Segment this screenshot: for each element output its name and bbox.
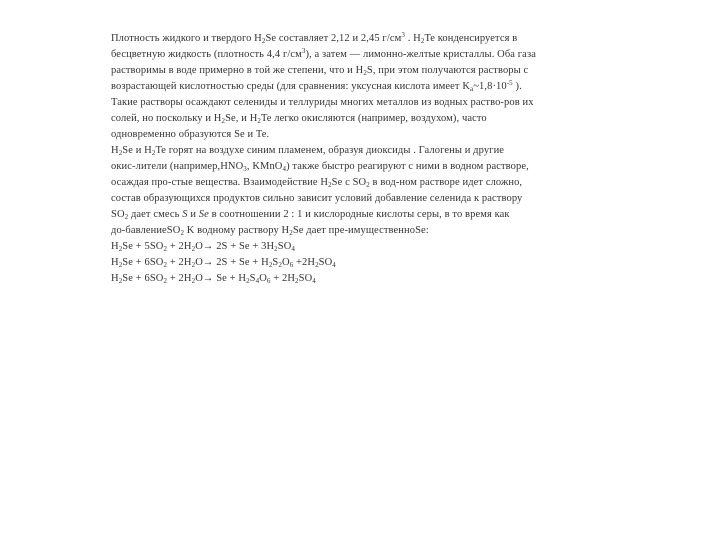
paragraph-line: окис-лители ($например,HNO_3$, KMnO$_4$) также быстро реагируют с ними в водном растворе,: [111, 161, 529, 173]
paragraph-line: Плотность жидкого и твердого $H_2Se$ составляет 2,12 и 2,45 $г/см^3$ . $H_2Te$ конденсируется в: [111, 31, 518, 45]
equation-line: $H_2Se + 6SO_2 + 2H_2O\to 2S + Se + H_2S_2O_6 +2H_2SO_4$: [111, 257, 336, 269]
paragraph-line: бесцветную жидкость (плотность 4,4 $г/см^3$), а затем — лимонно-желтые кристаллы. Оба газа: [111, 47, 536, 60]
paragraph-line: растворимы в воде примерно в той же степени, что и $H_2S$, при этом получаются растворы с: [111, 65, 529, 77]
paragraph-line: $H_2Se$ и $H_2Te$ горят на воздухе синим пламенем, образуя диоксиды . Галогены и другие: [111, 145, 505, 157]
paragraph-line: одновременно образуются Se и Te.: [111, 129, 270, 140]
paragraph: [111, 31, 591, 239]
equations: [111, 239, 591, 287]
paragraph-line: солей, но поскольку и $H_2Se$, и $H_2Te$ легко окисляются (например, воздухом), часто: [111, 113, 487, 125]
paragraph-line: состав образующихся продуктов сильно зависит условий добавление селенида к раствору: [111, 193, 523, 204]
equation-line: $H_2Se + 6SO_2 + 2H_2O\to Se + H_2S_4O_6 + 2H_2SO_4$: [111, 273, 316, 285]
paragraph-line: возрастающей кислотностью среды (для сравнения: уксусная кислота имеет $K_a\sim 1,8\cdot 10^{-5}$ ).: [111, 79, 522, 93]
paragraph-line: осаждая про-стые вещества. Взаимодействие $H_2Se$ с $SO_2$ в вод-ном растворе идет сложно,: [111, 177, 523, 189]
text-block: [111, 31, 591, 287]
equation-line: $H_2Se + 5SO_2 + 2H_2O\to 2S + Se + 3H_2SO_4$: [111, 241, 296, 253]
paragraph-line: Такие растворы осаждают селениды и теллуриды многих металлов из водных раство-ров их: [111, 97, 534, 108]
paragraph-line: $SO_2$ дает смесь S и Se в соотношении 2 : 1 и кислородные кислоты серы, в то время как: [111, 209, 510, 221]
paragraph-line: до-бавлениеSO$_2$ K водному раствору $H_2Se$ дает пре-имущественноSe:: [111, 225, 429, 237]
